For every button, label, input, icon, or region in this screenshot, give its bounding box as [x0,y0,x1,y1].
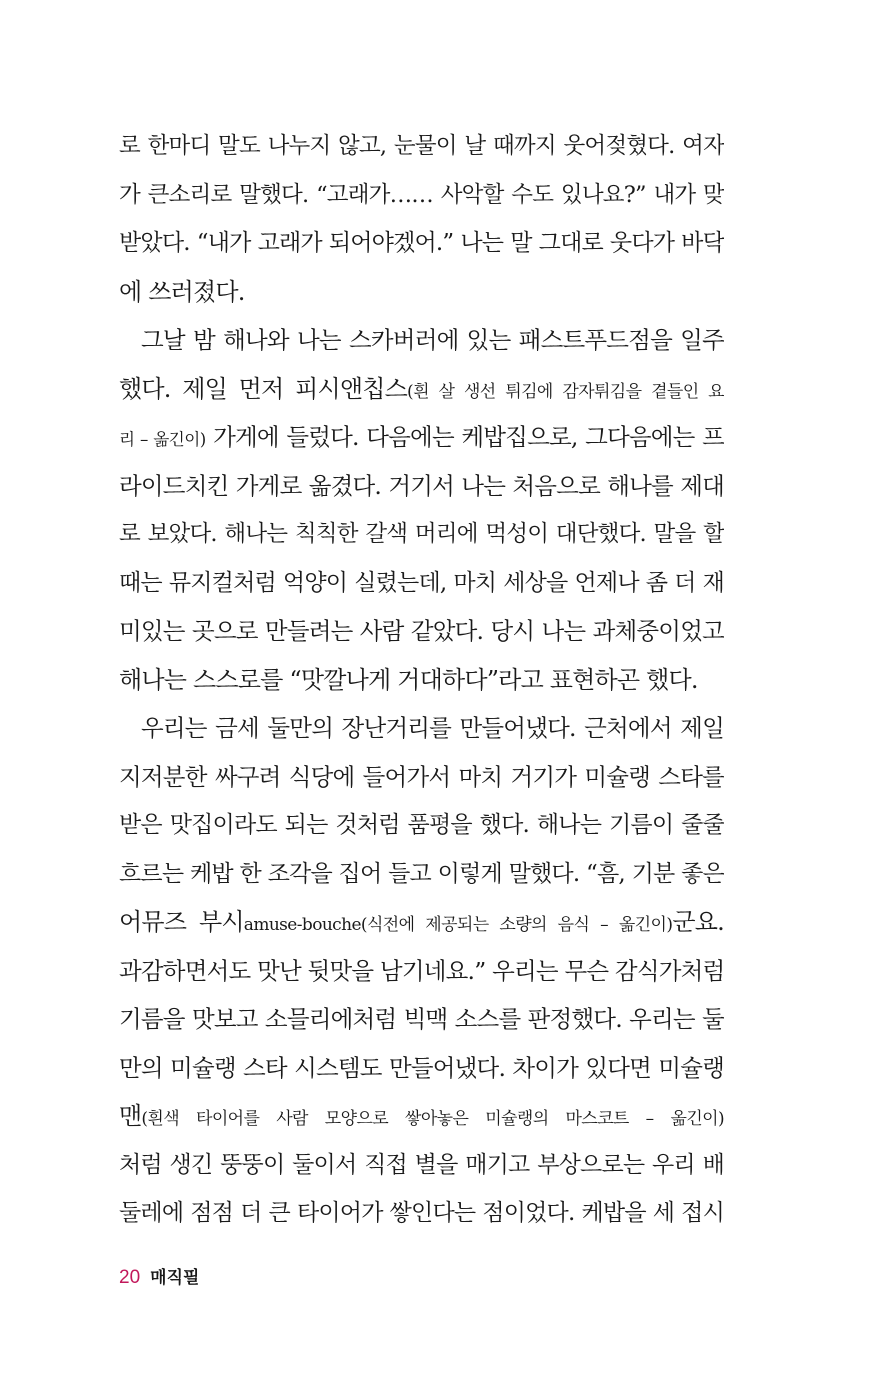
text-line-17 [119,898,724,947]
text-line-6 [119,365,724,414]
text-line-12: 해나는 스스로를 “맛깔나게 거대하다”라고 표현하곤 했다. [119,665,698,694]
text-line-14: 지저분한 싸구려 식당에 들어가서 마치 거기가 미슐랭 스타를 [119,762,724,791]
translator-note-end: 리 – 옮긴이) [119,430,206,449]
line-6-main: 했다. 제일 먼저 피시앤칩스 [119,374,408,403]
text-line-19: 기름을 맛보고 소믈리에처럼 빅맥 소스를 판정했다. 우리는 둘 [119,1005,724,1033]
text-line-2: 가 큰소리로 말했다. “고래가…… 사악할 수도 있나요?” 내가 맞 [119,181,724,208]
running-title: 매직필 [150,1268,200,1288]
text-line-4: 에 쓰러졌다. [119,277,245,306]
line-17-end: 군요. [672,908,724,936]
text-line-10: 때는 뮤지컬처럼 억양이 실렸는데, 마치 세상을 언제나 좀 더 재 [119,569,724,596]
line-7-main: 가게에 들렀다. 다음에는 케밥집으로, 그다음에는 프 [205,423,724,451]
translator-note-michelin-man: (흰색 타이어를 사람 모양으로 쌓아놓은 미슐랭의 마스코트 – 옮긴이) [141,1109,724,1129]
page-number: 20 [119,1267,141,1288]
text-line-15: 받은 맛집이라도 되는 것처럼 품평을 했다. 해나는 기름이 줄줄 [119,812,724,838]
translator-note-fish-and-chips: (흰 살 생선 튀김에 감자튀김을 곁들인 요 [407,381,724,402]
translator-note-amuse-bouche: amuse-bouche(식전에 제공되는 소량의 음식 – 옮긴이) [243,915,673,935]
text-line-8: 라이드치킨 가게로 옮겼다. 거기서 나는 처음으로 해나를 제대 [119,471,724,500]
text-line-1: 로 한마디 말도 나누지 않고, 눈물이 날 때까지 웃어젖혔다. 여자 [119,133,724,159]
line-17-main: 어뮤즈 부시 [119,908,244,936]
text-line-16: 흐르는 케밥 한 조각을 집어 들고 이렇게 말했다. “흠, 기분 좋은 [119,860,724,887]
text-line-20: 만의 미슐랭 스타 시스템도 만들어냈다. 차이가 있다면 미슐랭 [119,1053,724,1082]
text-line-18: 과감하면서도 맛난 뒷맛을 남기네요.” 우리는 무슨 감식가처럼 [119,956,724,985]
text-line-13: 우리는 금세 둘만의 장난거리를 만들어냈다. 근처에서 제일 [141,714,724,742]
line-21-main: 맨 [119,1102,142,1130]
page-footer [119,1263,199,1289]
text-line-7 [119,413,724,462]
text-line-9: 로 보았다. 해나는 칙칙한 갈색 머리에 먹성이 대단했다. 말을 할 [119,521,724,547]
text-line-3: 받았다. “내가 고래가 되어야겠어.” 나는 말 그대로 웃다가 바닥 [119,230,724,256]
text-line-5: 그날 밤 해나와 나는 스카버러에 있는 패스트푸드점을 일주 [141,326,724,354]
text-line-21 [119,1092,724,1141]
text-line-23: 둘레에 점점 더 큰 타이어가 쌓인다는 점이었다. 케밥을 세 접시 [119,1200,724,1226]
body-text [119,122,724,1238]
text-line-22: 처럼 생긴 뚱뚱이 둘이서 직접 별을 매기고 부상으로는 우리 배 [119,1151,724,1178]
text-line-11: 미있는 곳으로 만들려는 사람 같았다. 당시 나는 과체중이었고 [119,617,724,645]
